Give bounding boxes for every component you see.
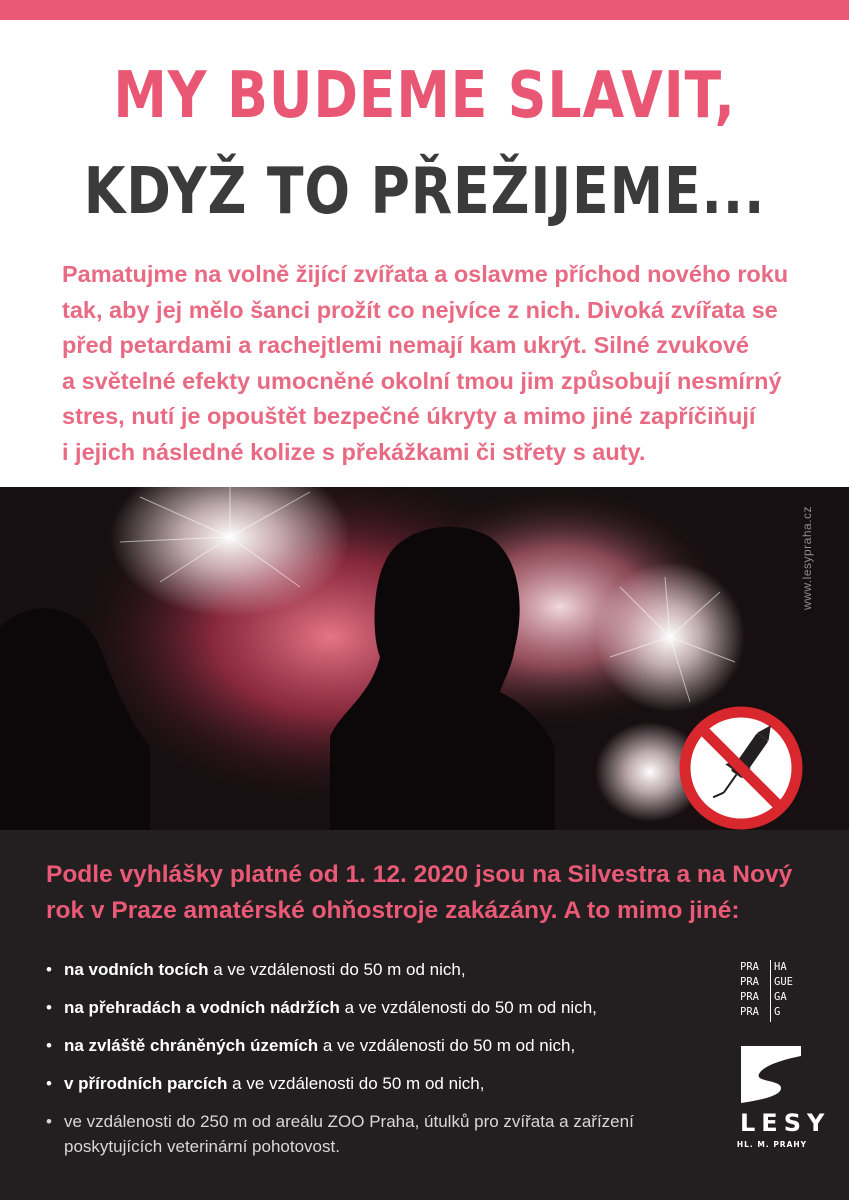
list-item: • ve vzdálenosti do 250 m od areálu ZOO Praha, útulků pro zvířata a zařízení poskytujících veterinární pohotovost.	[46, 1109, 686, 1165]
praha-logo: PRA PRA PRA PRA HA GUE GA G	[738, 960, 802, 1024]
lesy-logo	[734, 1046, 831, 1154]
list-item: • na přehradách a vodních nádržích a ve vzdálenosti do 50 m od nich,	[46, 995, 696, 1033]
regulation-intro-line: rok v Praze amatérské ohňostroje zakázány. A to mimo jiné:	[46, 897, 740, 924]
list-item: • v přírodních parcích a ve vzdálenosti do 50 m od nich,	[46, 1071, 696, 1109]
lesy-mark-icon	[741, 1046, 801, 1106]
intro-line: tak, aby jej mělo šanci prožít co nejvíce z nich. Divoká zvířata se	[62, 296, 778, 323]
intro-line: a světelné efekty umocněné okolní tmou jim způsobují nesmírný	[62, 367, 782, 394]
list-item: • na zvláště chráněných územích a ve vzdálenosti do 50 m od nich,	[46, 1033, 696, 1071]
lesy-logo-name: LESY	[740, 1109, 831, 1137]
website-url-vertical[interactable]: www.lesypraha.cz	[800, 505, 814, 610]
regulation-intro	[46, 857, 806, 929]
praha-logo-divider	[770, 960, 771, 1022]
headline-line-2: KDYŽ TO PŘEŽIJEME...	[83, 155, 766, 229]
prohibited-areas-list	[46, 957, 696, 1165]
intro-line: Pamatujme na volně žijící zvířata a oslavme příchod nového roku	[62, 261, 789, 287]
no-fireworks-rocket-icon	[678, 705, 804, 831]
list-item: • na vodních tocích a ve vzdálenosti do 50 m od nich,	[46, 957, 696, 995]
intro-line: i jejich následné kolize s překážkami či střety s auty.	[62, 438, 646, 465]
intro-line: stres, nutí je opouštět bezpečné úkryty a mimo jiné zapříčiňují	[62, 403, 756, 429]
intro-paragraph	[62, 257, 792, 470]
headline-line-1: MY BUDEME SLAVIT,	[113, 59, 736, 133]
lesy-logo-subtitle: HL. M. PRAHY	[736, 1140, 808, 1149]
intro-line: před petardami a rachejtlemi nemají kam ukrýt. Silné zvukové	[62, 332, 749, 358]
regulation-intro-line: Podle vyhlášky platné od 1. 12. 2020 jsou na Silvestra a na Nový	[46, 861, 793, 888]
top-accent-bar	[0, 0, 849, 20]
